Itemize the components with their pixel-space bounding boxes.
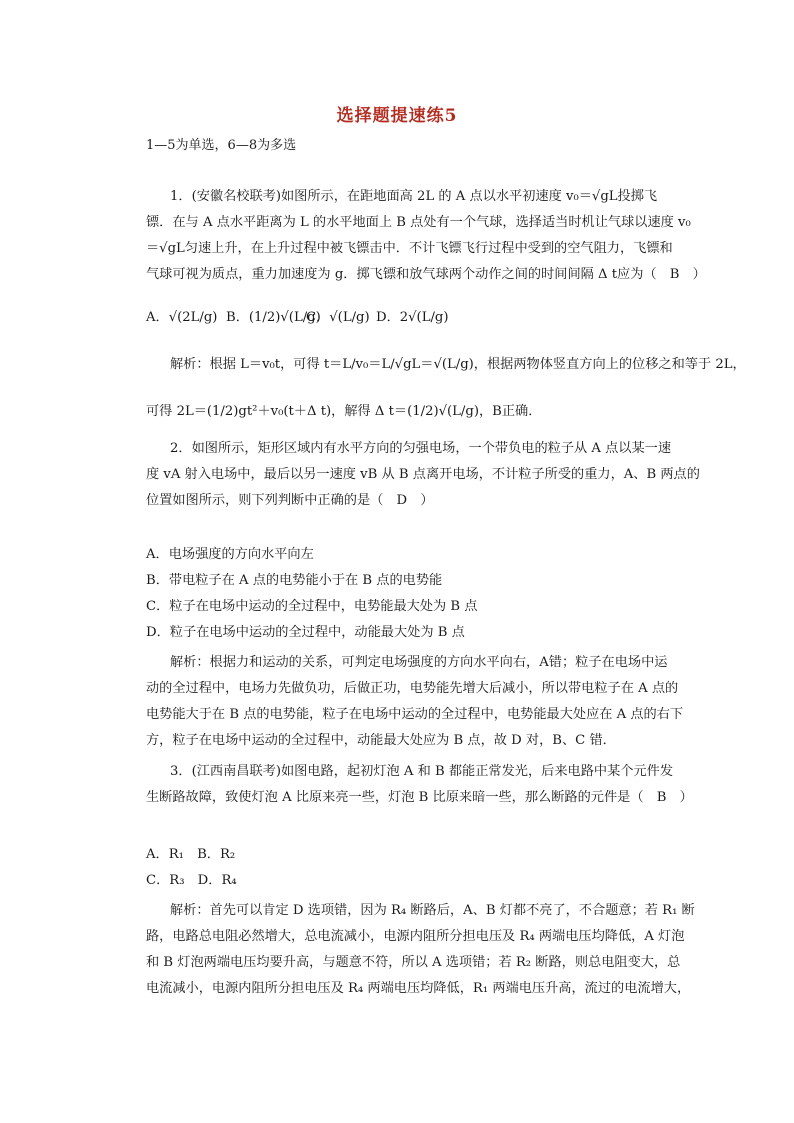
q3-stem-line-1: 3．(江西南昌联考)如图电路，起初灯泡 A 和 B 都能正常发光，后来电路中某个元件发 xyxy=(170,764,674,779)
q3-solution-line-3: 和 B 灯泡两端电压均要升高，与题意不符，所以 A 选项错；若 R₂ 断路，则总电阻变大，总 xyxy=(146,955,681,970)
q1-solution-line-2: 可得 2L＝(1/2)gt²＋v₀(t＋Δ t)，解得 Δ t＝(1/2)√(L/g)，B正确． xyxy=(146,404,542,419)
q1-stem-line-2: 镖．在与 A 点水平距离为 L 的水平地面上 B 点处有一个气球，选择适当时机让气球以速度 v₀ xyxy=(146,215,691,230)
q2-option-b: B．带电粒子在 A 点的电势能小于在 B 点的电势能 xyxy=(146,573,443,588)
q3-solution-line-4: 电流减小，电源内阻所分担电压及 R₄ 两端电压均降低，R₁ 两端电压升高，流过的电流增大， xyxy=(146,981,691,996)
q3-options-ab: A．R₁ B．R₂ xyxy=(146,847,236,862)
q1-option-a: A．√(2L/g) xyxy=(146,310,218,325)
instructions: 1—5为单选，6—8为多选 xyxy=(146,138,297,153)
page-title: 选择题提速练5 xyxy=(336,106,458,126)
q2-stem-line-2: 度 vA 射入电场中，最后以另一速度 vB 从 B 点离开电场，不计粒子所受的重力，A、B 两点的 xyxy=(146,467,700,482)
q3-stem-line-2: 生断路故障，致使灯泡 A 比原来亮一些，灯泡 B 比原来暗一些，那么断路的元件是（ B ） xyxy=(146,790,693,805)
q2-option-a: A．电场强度的方向水平向左 xyxy=(146,547,314,562)
q2-solution-line-4: 方，粒子在电场中运动的全过程中，动能最大处应为 B 点，故 D 对，B、C 错． xyxy=(146,733,616,748)
q1-option-b: B．(1/2)√(L/g) xyxy=(226,310,321,325)
q2-solution-line-2: 动的全过程中，电场力先做负功，后做正功，电势能先增大后减小，所以带电粒子在 A 点的 xyxy=(146,681,679,696)
q1-stem-line-4: 气球可视为质点，重力加速度为 g．掷飞镖和放气球两个动作之间的时间间隔 Δ t应为（ B ） xyxy=(146,267,706,282)
q2-solution-line-1: 解析：根据力和运动的关系，可判定电场强度的方向水平向右，A错；粒子在电场中运 xyxy=(170,655,668,670)
q2-stem-line-1: 2．如图所示，矩形区域内有水平方向的匀强电场，一个带负电的粒子从 A 点以某一速 xyxy=(170,441,672,456)
q3-solution-line-1: 解析：首先可以肯定 D 选项错，因为 R₄ 断路后，A、B 灯都不亮了，不合题意；若 R₁ 断 xyxy=(170,903,695,918)
q1-stem-line-1: 1．(安徽名校联考)如图所示，在距地面高 2L 的 A 点以水平初速度 v₀＝√gL投掷飞 xyxy=(170,189,658,204)
q1-option-d: D．2√(L/g) xyxy=(376,310,449,325)
q3-solution-line-2: 路，电路总电阻必然增大，总电流减小，电源内阻所分担电压及 R₄ 两端电压均降低，A 灯泡 xyxy=(146,929,685,944)
q3-options-cd: C．R₃ D．R₄ xyxy=(146,873,237,888)
q1-stem-line-3: ＝√gL匀速上升，在上升过程中被飞镖击中．不计飞镖飞行过程中受到的空气阻力，飞镖和 xyxy=(146,241,673,256)
q2-option-c: C．粒子在电场中运动的全过程中，电势能最大处为 B 点 xyxy=(146,599,478,614)
q2-option-d: D．粒子在电场中运动的全过程中，动能最大处为 B 点 xyxy=(146,625,465,640)
q2-solution-line-3: 电势能大于在 B 点的电势能，粒子在电场中运动的全过程中，电势能最大处应在 A 点的右下 xyxy=(146,707,684,722)
q1-option-c: C．√(L/g) xyxy=(306,310,370,325)
q1-solution-line-1: 解析：根据 L＝v₀t，可得 t＝L/v₀＝L/√gL＝√(L/g)，根据两物体竖直方向上的位移之和等于 2L， xyxy=(170,357,746,372)
q2-stem-line-3: 位置如图所示，则下列判断中正确的是（ D ） xyxy=(146,493,434,508)
